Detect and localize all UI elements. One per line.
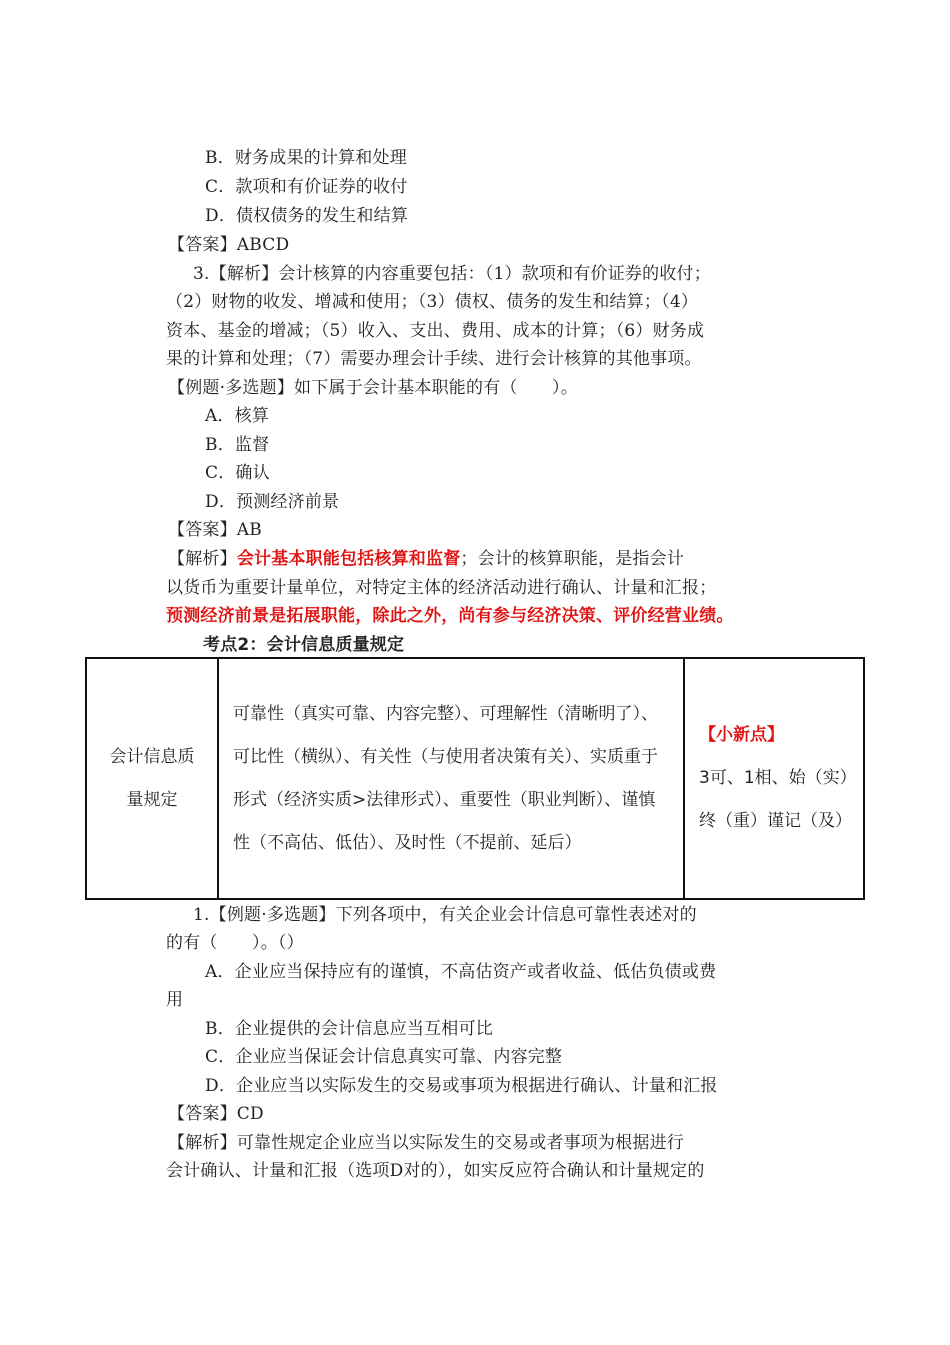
table-row (86, 658, 864, 899)
analysis-line: 【解析】可靠性规定企业应当以实际发生的交易或者事项为根据进行 (168, 1133, 684, 1153)
option-d-line: D．企业应当以实际发生的交易或事项为根据进行确认、计量和汇报 (205, 1076, 718, 1096)
question-line: 的有（ ）。（） (166, 933, 304, 953)
option-b-line: B．财务成果的计算和处理 (205, 148, 407, 168)
table-cell-tip (684, 658, 864, 899)
quality-requirements-table (85, 657, 865, 900)
answer-line: 【答案】CD (168, 1104, 264, 1124)
section-title: 考点2：会计信息质量规定 (203, 635, 405, 655)
analysis-line: （2）财物的收发、增减和使用；（3）债权、债务的发生和结算；（4） (166, 292, 699, 312)
option-a-line: A．企业应当保持应有的谨慎，不高估资产或者收益、低估负债或费 (205, 962, 717, 982)
example-option-a: A．核算 (205, 406, 270, 426)
example-option-b: B．监督 (205, 435, 270, 455)
example-option-c: C．确认 (205, 463, 270, 483)
question-line: 1.【例题·多选题】下列各项中，有关企业会计信息可靠性表述对的 (193, 905, 697, 925)
option-c-line: C．企业应当保证会计信息真实可靠、内容完整 (205, 1047, 563, 1067)
analysis-line: 果的计算和处理；（7）需要办理会计手续、进行会计核算的其他事项。 (166, 349, 702, 369)
example-analysis-line1 (168, 549, 684, 569)
analysis-text: ；会计的核算职能，是指会计 (460, 549, 685, 569)
analysis-label: 【解析】 (168, 549, 237, 569)
table-cell-content: 可靠性（真实可靠、内容完整）、可理解性（清晰明了）、可比性（横纵）、有关性（与使用者决策有关）、实质重于形式（经济实质>法律形式）、重要性（职业判断）、谨慎性（不高估、低估）、及时性（不提前、延后） (218, 658, 684, 899)
analysis-line: 3.【解析】会计核算的内容重要包括：（1）款项和有价证券的收付； (193, 264, 711, 284)
analysis-line: 会计确认、计量和汇报（选项D对的），如实反应符合确认和计量规定的 (166, 1161, 705, 1181)
example-question: 【例题·多选题】如下属于会计基本职能的有（ ）。 (168, 378, 578, 398)
example-answer: 【答案】AB (168, 520, 262, 540)
option-b-line: B．企业提供的会计信息应当互相可比 (205, 1019, 493, 1039)
option-a-line-cont: 用 (166, 990, 184, 1010)
table-cell-heading: 会计信息质量规定 (86, 658, 218, 899)
option-d-line: D．债权债务的发生和结算 (205, 206, 409, 226)
option-c-line: C．款项和有价证券的收付 (205, 177, 408, 197)
analysis-highlight: 会计基本职能包括核算和监督 (236, 549, 461, 569)
tip-tag: 【小新点】 (699, 725, 784, 745)
analysis-line: 资本、基金的增减；（5）收入、支出、费用、成本的计算；（6）财务成 (166, 321, 705, 341)
example-analysis-line2: 以货币为重要计量单位，对特定主体的经济活动进行确认、计量和汇报； (166, 578, 717, 598)
answer-line: 【答案】ABCD (168, 235, 290, 255)
tip-text: 3可、1相、始（实）终（重）谨记（及） (699, 768, 852, 831)
example-analysis-highlight-line: 预测经济前景是拓展职能，除此之外，尚有参与经济决策、评价经营业绩。 (166, 606, 734, 626)
example-option-d: D．预测经济前景 (205, 492, 340, 512)
